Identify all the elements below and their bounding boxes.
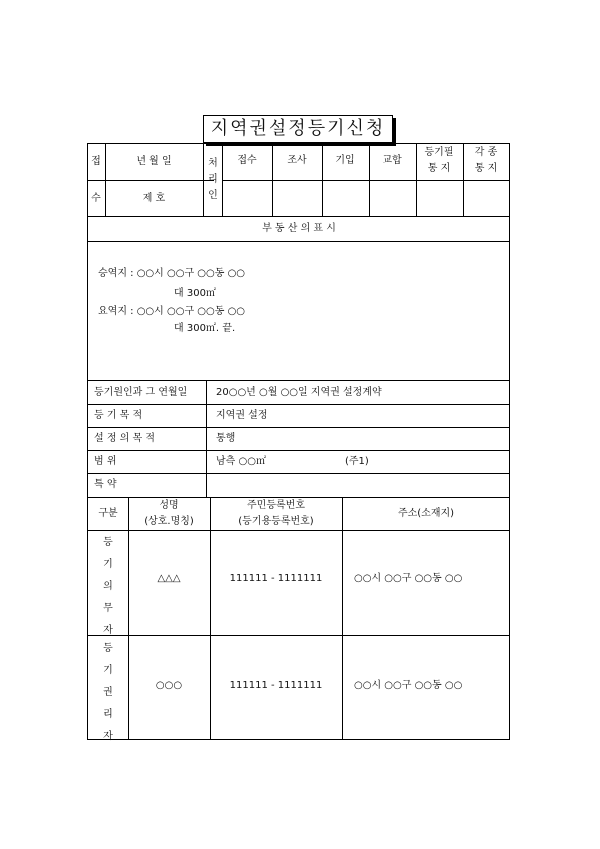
detail-label: 등 기 목 적 bbox=[94, 410, 143, 421]
property-line: 승역지 : ○○시 ○○구 ○○동 ○○ bbox=[98, 268, 246, 279]
party-idnum: 111111 - 1111111 bbox=[229, 680, 323, 691]
divider bbox=[210, 497, 211, 740]
party-type bbox=[101, 532, 115, 642]
property-line: 요역지 : ○○시 ○○구 ○○동 ○○ bbox=[98, 306, 246, 317]
parties-header-type: 구분 bbox=[98, 508, 118, 519]
detail-label: 설 정 의 목 적 bbox=[94, 433, 156, 444]
detail-value: 남측 ○○㎡ bbox=[216, 456, 266, 467]
party-name: ○○○ bbox=[155, 680, 183, 691]
party-type-char: 무 bbox=[103, 603, 113, 614]
party-type-char: 자 bbox=[103, 731, 113, 742]
detail-note: (주1) bbox=[345, 456, 369, 467]
date-label: 년 월 일 bbox=[136, 156, 172, 167]
divider bbox=[206, 380, 207, 497]
column-header: 기입 bbox=[335, 155, 355, 166]
divider bbox=[463, 143, 464, 216]
divider bbox=[203, 143, 204, 216]
party-idnum: 111111 - 1111111 bbox=[229, 573, 323, 584]
detail-label: 특 약 bbox=[94, 479, 117, 490]
property-header: 부 동 산 의 표 시 bbox=[262, 223, 336, 234]
processor-label: 처 bbox=[208, 158, 218, 169]
column-header: 통 지 bbox=[427, 163, 451, 174]
detail-value: 지역권 설정 bbox=[216, 410, 268, 421]
party-name: △△△ bbox=[157, 573, 181, 584]
property-line: 대 300㎡. 끝. bbox=[174, 323, 236, 334]
divider bbox=[87, 635, 510, 636]
divider bbox=[87, 216, 510, 217]
detail-label: 범 위 bbox=[94, 456, 117, 467]
processor-label: 리 bbox=[208, 174, 218, 185]
parties-header-name: (상호.명칭) bbox=[144, 516, 194, 527]
number-label: 제 호 bbox=[142, 193, 166, 204]
divider bbox=[87, 427, 510, 428]
party-type-char: 의 bbox=[103, 581, 113, 592]
party-type-char: 등 bbox=[103, 537, 113, 548]
party-type-char: 기 bbox=[103, 559, 113, 570]
divider bbox=[222, 143, 223, 216]
parties-header-idnum: 주민등록번호 bbox=[247, 500, 305, 511]
reception-label: 접 bbox=[91, 156, 101, 167]
divider bbox=[87, 180, 214, 181]
party-type-char: 권 bbox=[103, 687, 113, 698]
column-header: 조사 bbox=[287, 155, 307, 166]
divider bbox=[322, 143, 323, 216]
column-header: 교합 bbox=[382, 155, 402, 166]
parties-header-address: 주소(소재지) bbox=[397, 508, 455, 519]
party-type-char: 리 bbox=[103, 709, 113, 720]
processor-label: 인 bbox=[208, 190, 218, 201]
reception-label: 수 bbox=[91, 193, 101, 204]
detail-value: 20○○년 ○월 ○○일 지역권 설정계약 bbox=[216, 387, 382, 398]
parties-header-name: 성명 bbox=[159, 500, 179, 511]
divider bbox=[342, 497, 343, 740]
divider bbox=[87, 450, 510, 451]
divider bbox=[222, 180, 510, 181]
party-type bbox=[101, 638, 115, 748]
party-address: ○○시 ○○구 ○○동 ○○ bbox=[354, 573, 463, 584]
column-header: 통 지 bbox=[474, 163, 498, 174]
column-header: 각 종 bbox=[474, 147, 498, 158]
column-header: 등기필 bbox=[424, 147, 454, 158]
party-type-char: 자 bbox=[103, 625, 113, 636]
party-type-char: 등 bbox=[103, 643, 113, 654]
divider bbox=[87, 380, 510, 381]
divider bbox=[105, 143, 106, 216]
party-address: ○○시 ○○구 ○○동 ○○ bbox=[354, 680, 463, 691]
divider bbox=[128, 497, 129, 740]
property-line: 대 300㎡ bbox=[174, 288, 216, 299]
divider bbox=[272, 143, 273, 216]
divider bbox=[87, 530, 510, 531]
document-title: 지역권설정등기신청 bbox=[203, 115, 393, 143]
column-header: 접수 bbox=[237, 155, 257, 166]
divider bbox=[87, 241, 510, 242]
divider bbox=[87, 497, 510, 498]
divider bbox=[87, 404, 510, 405]
divider bbox=[87, 473, 510, 474]
detail-label: 등기원인과 그 연월일 bbox=[94, 387, 188, 398]
parties-header-idnum: (등기용등록번호) bbox=[238, 516, 314, 527]
divider bbox=[416, 143, 417, 216]
party-type-char: 기 bbox=[103, 665, 113, 676]
divider bbox=[369, 143, 370, 216]
detail-value: 통행 bbox=[216, 433, 236, 444]
